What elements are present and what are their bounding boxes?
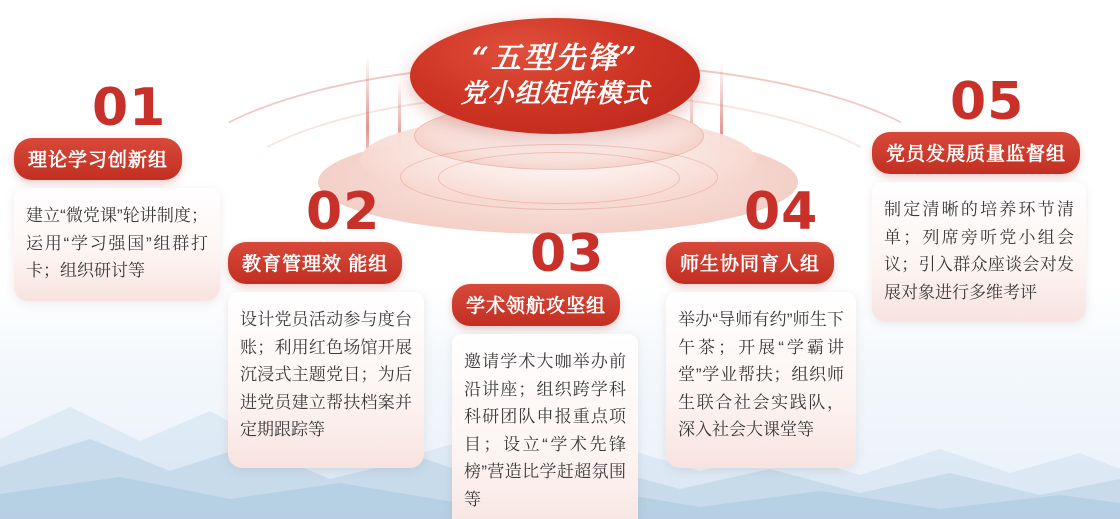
column-number-02: 02 [306,182,381,242]
column-title-04[interactable]: 师生协同育人组 [666,242,834,284]
column-body-01: 建立“微党课”轮讲制度；运用“学习强国”组群打卡；组织研讨等 [14,188,220,301]
column-04 [666,182,856,468]
column-01 [14,78,220,301]
column-02 [228,182,424,468]
column-title-02[interactable]: 教育管理效 能组 [228,242,402,284]
column-title-03[interactable]: 学术领航攻坚组 [452,284,620,326]
column-05 [872,72,1086,322]
center-title-line1: “五型先锋” [471,41,639,77]
column-03 [452,224,638,519]
column-body-04: 举办“导师有约”师生下午茶；开展“学霸讲堂”学业帮扶；组织师生联合社会实践队，深入社会大课堂等 [666,292,856,468]
column-body-02: 设计党员活动参与度台账；利用红色场馆开展沉浸式主题党日；为后进党员建立帮扶档案并定期跟踪等 [228,292,424,468]
center-title-line2: 党小组矩阵模式 [460,78,650,109]
column-title-01[interactable]: 理论学习创新组 [14,138,182,180]
column-number-04: 04 [744,182,819,242]
column-body-03: 邀请学术大咖举办前沿讲座；组织跨学科科研团队申报重点项目；设立“学术先锋榜”营造比学赶超氛围等 [452,334,638,519]
podium-ring-inner [438,152,680,204]
column-number-03: 03 [530,224,605,284]
center-title-badge [410,18,700,134]
column-number-05: 05 [950,72,1025,132]
column-body-05: 制定清晰的培养环节清单；列席旁听党小组会议；引入群众座谈会对发展对象进行多维考评 [872,182,1086,322]
column-title-05[interactable]: 党员发展质量监督组 [872,132,1080,174]
column-number-01: 01 [92,78,167,138]
